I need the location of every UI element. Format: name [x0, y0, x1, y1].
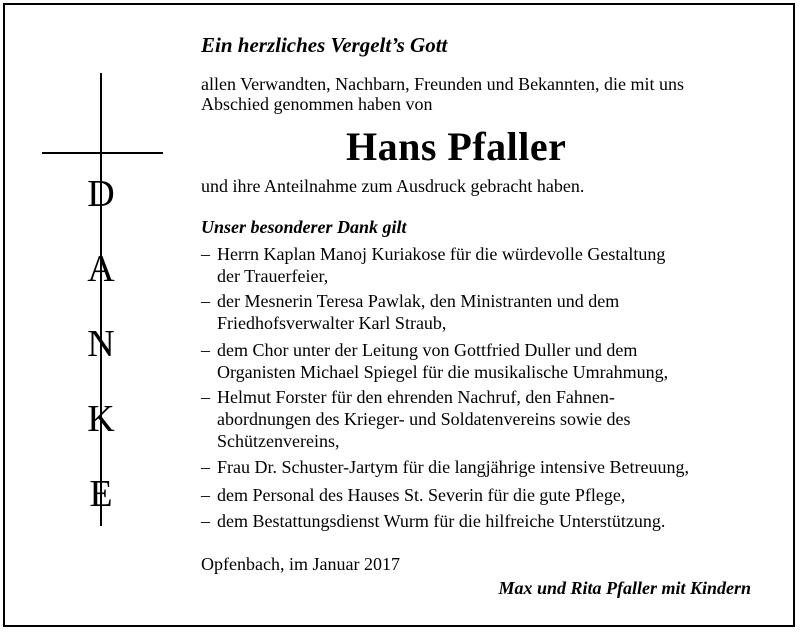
thanks-item [201, 243, 665, 287]
thanks-item [201, 510, 665, 532]
item-line: der Mesnerin Teresa Pawlak, den Ministranten und dem [217, 291, 620, 311]
item-line: Herrn Kaplan Manoj Kuriakose für die würdevolle Gestaltung [217, 244, 666, 264]
item-line: der Trauerfeier, [217, 266, 329, 286]
thanks-item [201, 484, 625, 506]
cross-vertical-bar [100, 73, 102, 526]
notice-heading: Ein herzliches Vergelt’s Gott [201, 33, 448, 57]
danke-letter-a: A [87, 248, 115, 290]
item-line: Organisten Michael Spiegel für die musikalische Umrahmung, [217, 362, 669, 382]
signature: Max und Rita Pfaller mit Kindern [498, 578, 751, 598]
item-line: dem Personal des Hauses St. Severin für die gute Pflege, [217, 485, 626, 505]
item-dash: – [201, 457, 210, 477]
item-line: Helmut Forster für den ehrenden Nachruf, den Fahnen- [217, 387, 615, 407]
intro-line-2: Abschied genommen haben von [201, 94, 433, 114]
danke-letter-k: K [87, 398, 115, 440]
thanks-item [201, 456, 689, 478]
item-dash: – [201, 340, 210, 360]
danke-letter-d: D [87, 173, 115, 215]
cross-horizontal-bar [42, 152, 163, 154]
thanks-heading: Unser besonderer Dank gilt [201, 217, 407, 237]
after-name-text: und ihre Anteilnahme zum Ausdruck gebracht haben. [201, 176, 585, 196]
item-line: Frau Dr. Schuster-Jartym für die langjährige intensive Betreuung, [217, 457, 690, 477]
place-and-date: Opfenbach, im Januar 2017 [201, 554, 400, 574]
thanks-item [201, 339, 668, 383]
deceased-name: Hans Pfaller [346, 124, 567, 169]
danke-letter-n: N [87, 323, 115, 365]
thanks-item [201, 386, 631, 452]
thanks-item [201, 290, 619, 334]
item-line: Schützenvereins, [217, 431, 340, 451]
intro-line-1: allen Verwandten, Nachbarn, Freunden und Bekannten, die mit uns [201, 74, 685, 94]
item-line: dem Bestattungsdienst Wurm für die hilfreiche Unterstützung. [217, 511, 666, 531]
item-dash: – [201, 485, 210, 505]
item-dash: – [201, 291, 210, 311]
item-line: abordnungen des Krieger- und Soldatenvereins sowie des [217, 409, 631, 429]
item-dash: – [201, 511, 210, 531]
item-dash: – [201, 244, 210, 264]
danke-letter-e: E [89, 473, 113, 515]
item-line: Friedhofsverwalter Karl Straub, [217, 313, 447, 333]
item-line: dem Chor unter der Leitung von Gottfried Duller und dem [217, 340, 638, 360]
item-dash: – [201, 387, 210, 407]
